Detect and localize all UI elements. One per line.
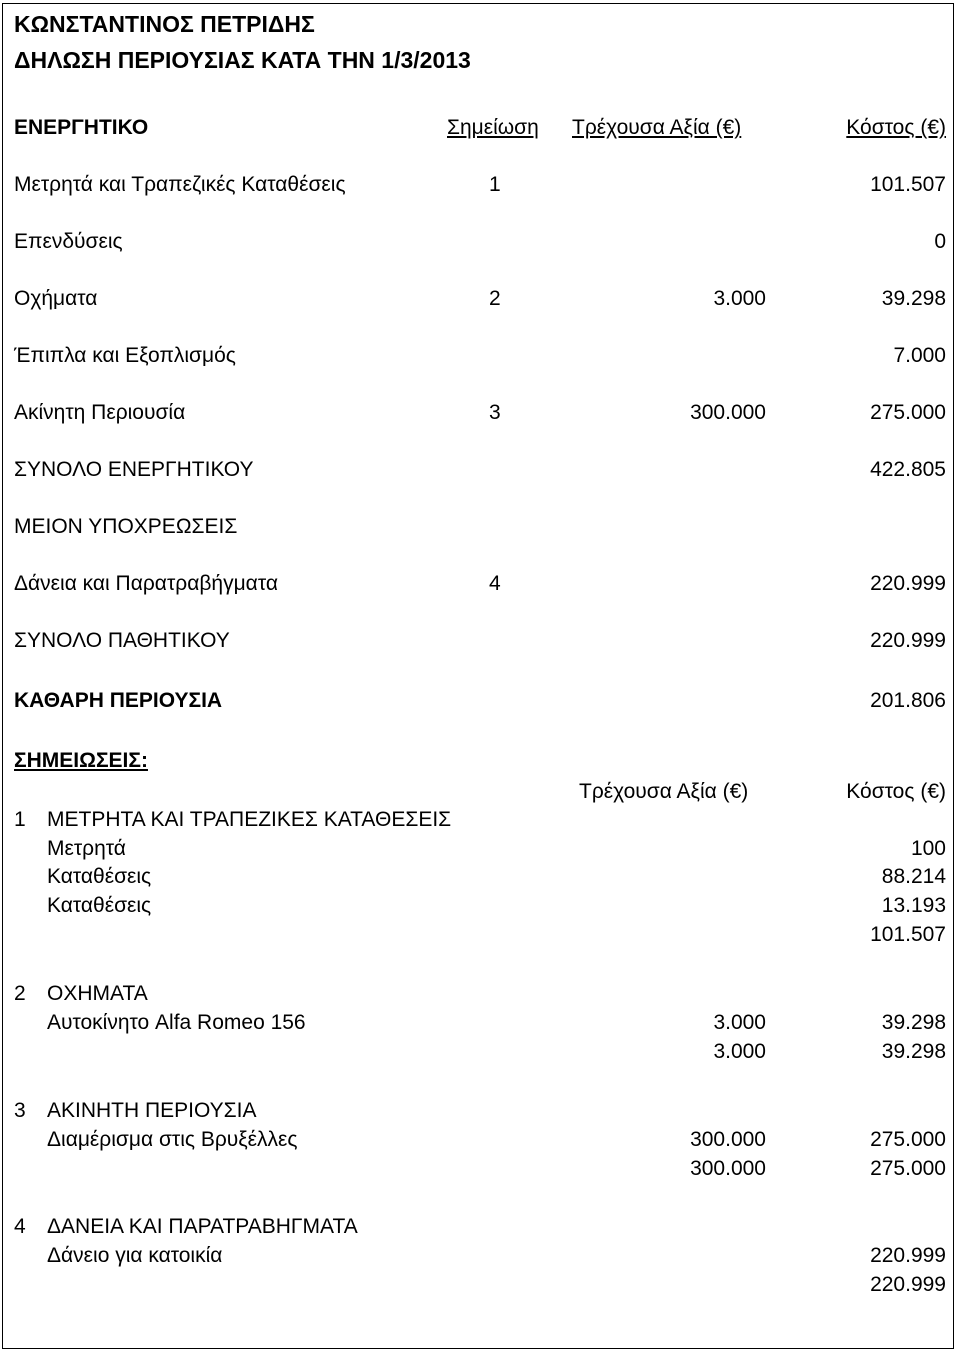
note-item-cost: 220.999 (870, 1244, 946, 1267)
row-label: Μετρητά και Τραπεζικές Καταθέσεις (14, 173, 346, 196)
note-item-cost: 13.193 (881, 894, 946, 917)
row-cost: 220.999 (870, 629, 946, 652)
declaration-title: ΔΗΛΩΣΗ ΠΕΡΙΟΥΣΙΑΣ ΚΑΤΑ ΤΗΝ 1/3/2013 (14, 47, 471, 73)
row-label: Οχήματα (14, 287, 98, 310)
note-item-cost: 39.298 (881, 1011, 946, 1034)
declarant-name: ΚΩΝΣΤΑΝΤΙΝΟΣ ΠΕΤΡΙΔΗΣ (14, 11, 315, 37)
notes-cost-column-header: Κόστος (€) (846, 780, 946, 803)
note-total-cost: 101.507 (870, 923, 946, 946)
note-column-header: Σημείωση (447, 116, 539, 139)
note-item-label: Δάνειο για κατοικία (47, 1244, 223, 1267)
assets-heading: ΕΝΕΡΓΗΤΙΚΟ (14, 116, 149, 139)
note-number: 4 (14, 1215, 26, 1238)
note-total-value: 3.000 (713, 1040, 766, 1063)
row-cost: 220.999 (870, 572, 946, 595)
row-label: Ακίνητη Περιουσία (14, 401, 186, 424)
row-note: 1 (489, 173, 501, 196)
row-note: 4 (489, 572, 501, 595)
note-title: ΟΧΗΜΑΤΑ (47, 982, 148, 1005)
note-item-label: Διαμέρισμα στις Βρυξέλλες (47, 1128, 298, 1151)
note-item-cost: 100 (910, 837, 946, 860)
row-label: ΜΕΙΟΝ ΥΠΟΧΡΕΩΣΕΙΣ (14, 515, 238, 538)
row-note: 3 (489, 401, 501, 424)
net-worth-value: 201.806 (870, 689, 946, 712)
note-title: ΑΚΙΝΗΤΗ ΠΕΡΙΟΥΣΙΑ (47, 1099, 257, 1122)
note-total-cost: 275.000 (870, 1157, 946, 1180)
row-cost: 0 (934, 230, 946, 253)
note-title: ΔΑΝΕΙΑ ΚΑΙ ΠΑΡΑΤΡΑΒΗΓΜΑΤΑ (47, 1215, 358, 1238)
notes-value-column-header: Τρέχουσα Αξία (€) (579, 780, 749, 803)
note-number: 1 (14, 808, 26, 831)
note-total-cost: 220.999 (870, 1273, 946, 1296)
row-label: Έπιπλα και Εξοπλισμός (14, 344, 236, 367)
row-cost: 275.000 (870, 401, 946, 424)
note-item-label: Μετρητά (47, 837, 126, 860)
note-total-cost: 39.298 (881, 1040, 946, 1063)
note-item-cost: 88.214 (881, 865, 946, 888)
note-item-cost: 275.000 (870, 1128, 946, 1151)
note-item-value: 300.000 (690, 1128, 766, 1151)
row-label: ΣΥΝΟΛΟ ΠΑΘΗΤΙΚΟΥ (14, 629, 230, 652)
row-cost: 7.000 (893, 344, 946, 367)
note-number: 3 (14, 1099, 26, 1122)
note-item-label: Καταθέσεις (47, 894, 152, 917)
notes-heading: ΣΗΜΕΙΩΣΕΙΣ: (14, 749, 148, 772)
note-total-value: 300.000 (690, 1157, 766, 1180)
note-number: 2 (14, 982, 26, 1005)
note-item-label: Καταθέσεις (47, 865, 152, 888)
row-label: Δάνεια και Παρατραβήγματα (14, 572, 278, 595)
row-label: Επενδύσεις (14, 230, 123, 253)
row-label: ΣΥΝΟΛΟ ΕΝΕΡΓΗΤΙΚΟΥ (14, 458, 254, 481)
row-cost: 422.805 (870, 458, 946, 481)
note-item-label: Αυτοκίνητο Alfa Romeo 156 (47, 1011, 306, 1034)
row-cost: 39.298 (881, 287, 946, 310)
note-title: ΜΕΤΡΗΤΑ ΚΑΙ ΤΡΑΠΕΖΙΚΕΣ ΚΑΤΑΘΕΣΕΙΣ (47, 808, 452, 831)
row-note: 2 (489, 287, 501, 310)
row-value: 300.000 (690, 401, 766, 424)
cost-column-header: Κόστος (€) (846, 116, 946, 139)
current-value-column-header: Τρέχουσα Αξία (€) (572, 116, 742, 139)
note-item-value: 3.000 (713, 1011, 766, 1034)
row-cost: 101.507 (870, 173, 946, 196)
row-value: 3.000 (713, 287, 766, 310)
net-worth-label: ΚΑΘΑΡΗ ΠΕΡΙΟΥΣΙΑ (14, 689, 223, 712)
